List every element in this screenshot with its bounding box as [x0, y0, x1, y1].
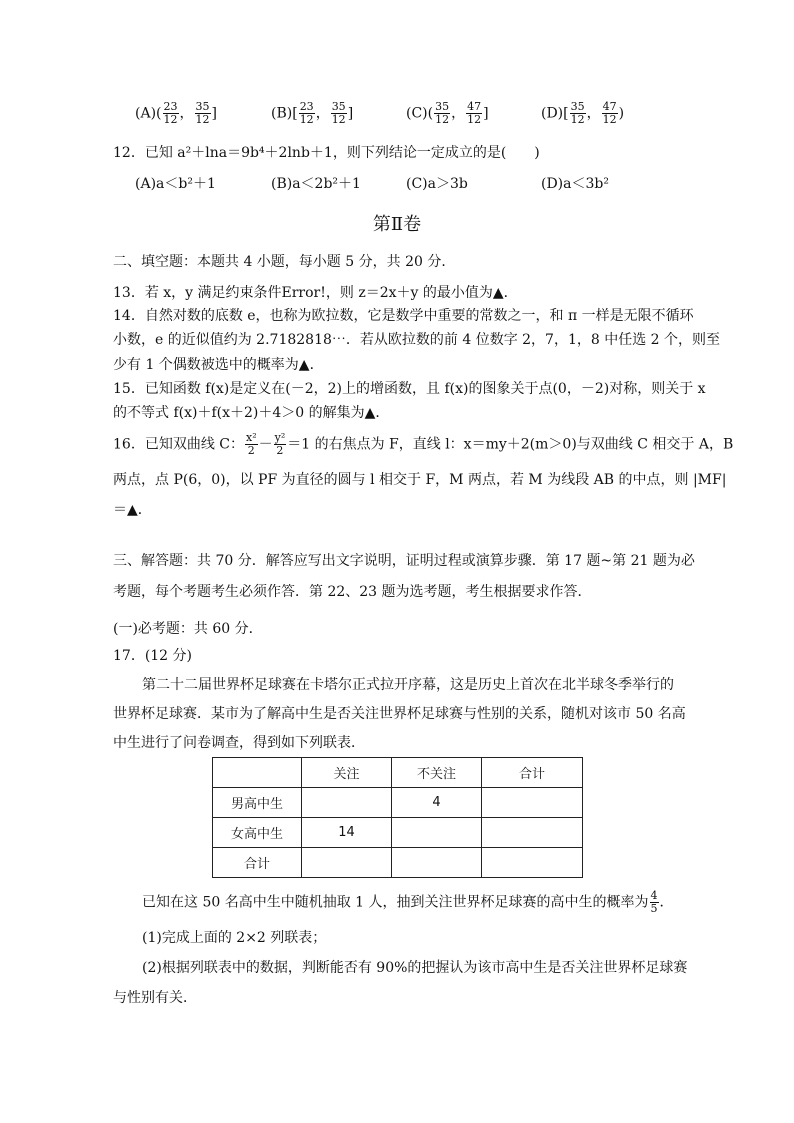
- answer-section-header-1: 三、解答题：共 70 分．解答应写出文字说明，证明过程或演算步骤．第 17 题~第 21 题为必: [113, 553, 695, 569]
- q17-label: 17．(12 分): [113, 648, 193, 664]
- q14-line-2: 小数，e 的近似值约为 2.7182818⋯．若从欧拉数的前 4 位数字 2，7，1，8 中任选 2 个，则至: [113, 332, 721, 348]
- table-cell: [482, 848, 583, 878]
- table-header-row: [213, 758, 583, 788]
- q17-para-3: 中生进行了问卷调查，得到如下列联表．: [113, 735, 365, 751]
- q17-sub-2-line-1: (2)根据列联表中的数据，判断能否有 90%的把握认为该市高中生是否关注世界杯足球赛: [142, 960, 688, 976]
- q12-option-a: (A)a＜b²＋1: [135, 176, 216, 192]
- q15-line-2: 的不等式 f(x)＋f(x＋2)＋4＞0 的解集为▲．: [113, 405, 390, 421]
- table-cell: 女高中生: [213, 818, 302, 848]
- q11-option-a: (A)( $\frac{23}{12}$ ， $\frac{35}{12}$ ]: [135, 100, 217, 126]
- q16-line-2: 两点，点 P(6，0)，以 PF 为直径的圆与 l 相交于 F，M 两点，若 M 为线段 AB 的中点，则 |MF|: [113, 472, 727, 488]
- table-header-cell: 关注: [302, 758, 392, 788]
- table-cell: [392, 848, 482, 878]
- q11-option-c: (C)( $\frac{35}{12}$ ， $\frac{47}{12}$ ]: [406, 100, 489, 126]
- table-cell: 4: [392, 788, 482, 818]
- table-cell: [482, 818, 583, 848]
- q17-sub-1: (1)完成上面的 2×2 列联表；: [142, 930, 327, 946]
- q13: 13．若 x，y 满足约束条件Error!，则 z＝2x＋y 的最小值为▲．: [113, 285, 518, 301]
- q14-line-1: 14．自然对数的底数 e，也称为欧拉数，它是数学中重要的常数之一，和 π 一样是无限不循环: [113, 308, 694, 324]
- q11-option-b: (B)[ $\frac{23}{12}$ ， $\frac{35}{12}$ ]: [271, 100, 354, 126]
- q12-option-d: (D)a＜3b²: [541, 176, 609, 192]
- table-cell: [302, 788, 392, 818]
- table-cell: [482, 788, 583, 818]
- table-cell: 男高中生: [213, 788, 302, 818]
- contingency-table: [212, 757, 583, 878]
- q17-probability-sentence: 已知在这 50 名高中生中随机抽取 1 人，抽到关注世界杯足球赛的高中生的概率为 $\frac{4}{5}$ ．: [142, 889, 674, 915]
- q17-para-2: 世界杯足球赛．某市为了解高中生是否关注世界杯足球赛与性别的关系，随机对该市 50 名高: [113, 706, 686, 722]
- q16-line-3: ＝▲．: [113, 502, 152, 518]
- table-cell: 合计: [213, 848, 302, 878]
- q11-option-d: (D)[ $\frac{35}{12}$ ， $\frac{47}{12}$ ): [541, 100, 625, 126]
- table-header-cell: [213, 758, 302, 788]
- q17-para-1: 第二十二届世界杯足球赛在卡塔尔正式拉开序幕，这是历史上首次在北半球冬季举行的: [142, 677, 674, 693]
- table-row: [213, 788, 583, 818]
- table-header-cell: 不关注: [392, 758, 482, 788]
- q16-line-1: 16．已知双曲线 C： $\frac{\text{x²}}{2}$ － $\frac{\text{y²}}{2}$ ＝1 的右焦点为 F，直线 l：x＝my＋2(m＞0)与双曲线 C 相交于 A，B: [113, 431, 734, 457]
- table-cell: 14: [302, 818, 392, 848]
- table-cell: [392, 818, 482, 848]
- q12-option-b: (B)a＜2b²＋1: [271, 176, 361, 192]
- fill-section-header: 二、填空题：本题共 4 小题，每小题 5 分，共 20 分．: [113, 254, 456, 270]
- q12-option-c: (C)a＞3b: [406, 176, 468, 192]
- q12-stem: 12．已知 a²＋lna＝9b⁴＋2lnb＋1，则下列结论一定成立的是( ): [113, 145, 540, 161]
- required-header: (一)必考题：共 60 分．: [113, 621, 263, 637]
- part2-title: 第Ⅱ卷: [372, 214, 422, 235]
- table-row: [213, 818, 583, 848]
- q17-sub-2-line-2: 与性别有关．: [113, 990, 197, 1006]
- table-header-cell: 合计: [482, 758, 583, 788]
- table-row: [213, 848, 583, 878]
- table-cell: [302, 848, 392, 878]
- q14-line-3: 少有 1 个偶数被选中的概率为▲．: [113, 357, 324, 373]
- q15-line-1: 15．已知函数 f(x)是定义在(－2，2)上的增函数，且 f(x)的图象关于点(0，－2)对称，则关于 x: [113, 381, 706, 397]
- answer-section-header-2: 考题，每个考题考生必须作答．第 22、23 题为选考题，考生根据要求作答．: [113, 584, 592, 600]
